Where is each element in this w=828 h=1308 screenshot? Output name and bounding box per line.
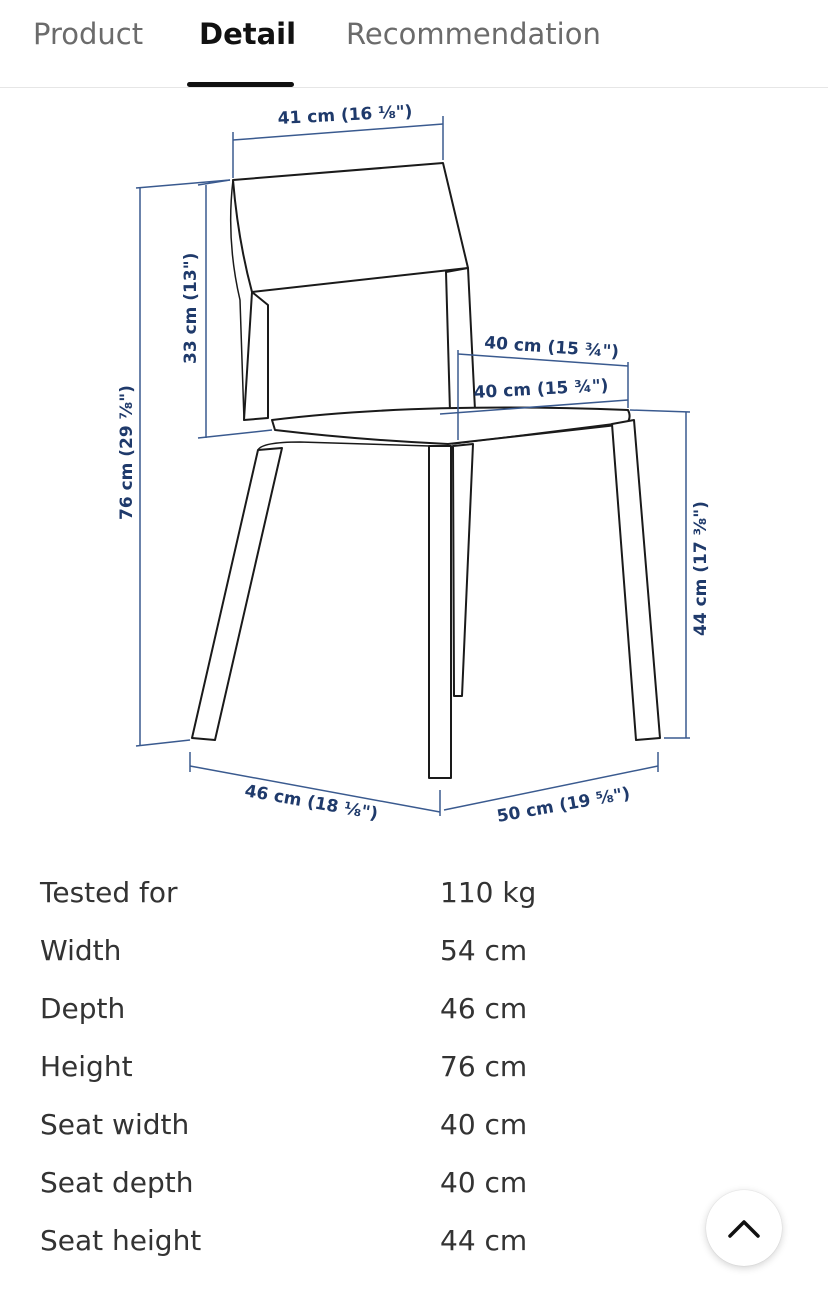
spec-label: Seat depth [40, 1166, 194, 1199]
tab-detail[interactable]: Detail [199, 17, 297, 51]
spec-row [0, 926, 828, 984]
spec-label: Tested for [40, 876, 178, 909]
spec-row [0, 1158, 828, 1216]
seat-depth-label: 40 cm (15 ¾") [473, 375, 609, 403]
spec-value: 44 cm [440, 1224, 528, 1257]
spec-row [0, 1042, 828, 1100]
spec-label: Seat height [40, 1224, 202, 1257]
chair-leg-front-left [192, 448, 282, 740]
spec-value: 46 cm [440, 992, 528, 1025]
tab-product[interactable]: Product [33, 17, 144, 51]
chair-illustration [192, 163, 660, 778]
spec-row [0, 1216, 828, 1274]
chair-leg-back-right [612, 420, 660, 740]
back-height-label: 33 cm (13") [181, 252, 201, 364]
width-label: 50 cm (19 ⅝") [495, 783, 632, 827]
spec-value: 54 cm [440, 934, 528, 967]
depth-label: 46 cm (18 ⅛") [243, 781, 380, 825]
spec-row [0, 984, 828, 1042]
spec-value: 110 kg [440, 876, 537, 909]
back-width-label: 41 cm (16 ⅛") [277, 101, 413, 129]
tab-recommendation[interactable]: Recommendation [346, 17, 601, 51]
spec-label: Height [40, 1050, 133, 1083]
spec-value: 40 cm [440, 1166, 528, 1199]
seat-height-label: 44 cm (17 ⅜") [691, 501, 711, 636]
spec-row [0, 1100, 828, 1158]
chevron-up-icon [726, 1210, 762, 1246]
chair-leg-front-center [429, 446, 451, 778]
chair-drawing [0, 88, 828, 858]
chair-backrest [233, 163, 468, 292]
chair-back-post-left [244, 292, 268, 420]
chair-leg-back-center [453, 444, 473, 696]
dimension-diagram [0, 88, 828, 858]
tab-bar [0, 0, 828, 88]
total-height-label: 76 cm (29 ⅞") [117, 385, 137, 520]
active-tab-indicator [187, 82, 294, 87]
chair-back-post-right [446, 268, 475, 412]
seat-width-label: 40 cm (15 ¾") [483, 333, 620, 363]
spec-label: Seat width [40, 1108, 190, 1141]
spec-label: Width [40, 934, 122, 967]
spec-label: Depth [40, 992, 126, 1025]
spec-value: 40 cm [440, 1108, 528, 1141]
spec-value: 76 cm [440, 1050, 528, 1083]
spec-row [0, 868, 828, 926]
back-to-top-button[interactable] [706, 1190, 782, 1266]
